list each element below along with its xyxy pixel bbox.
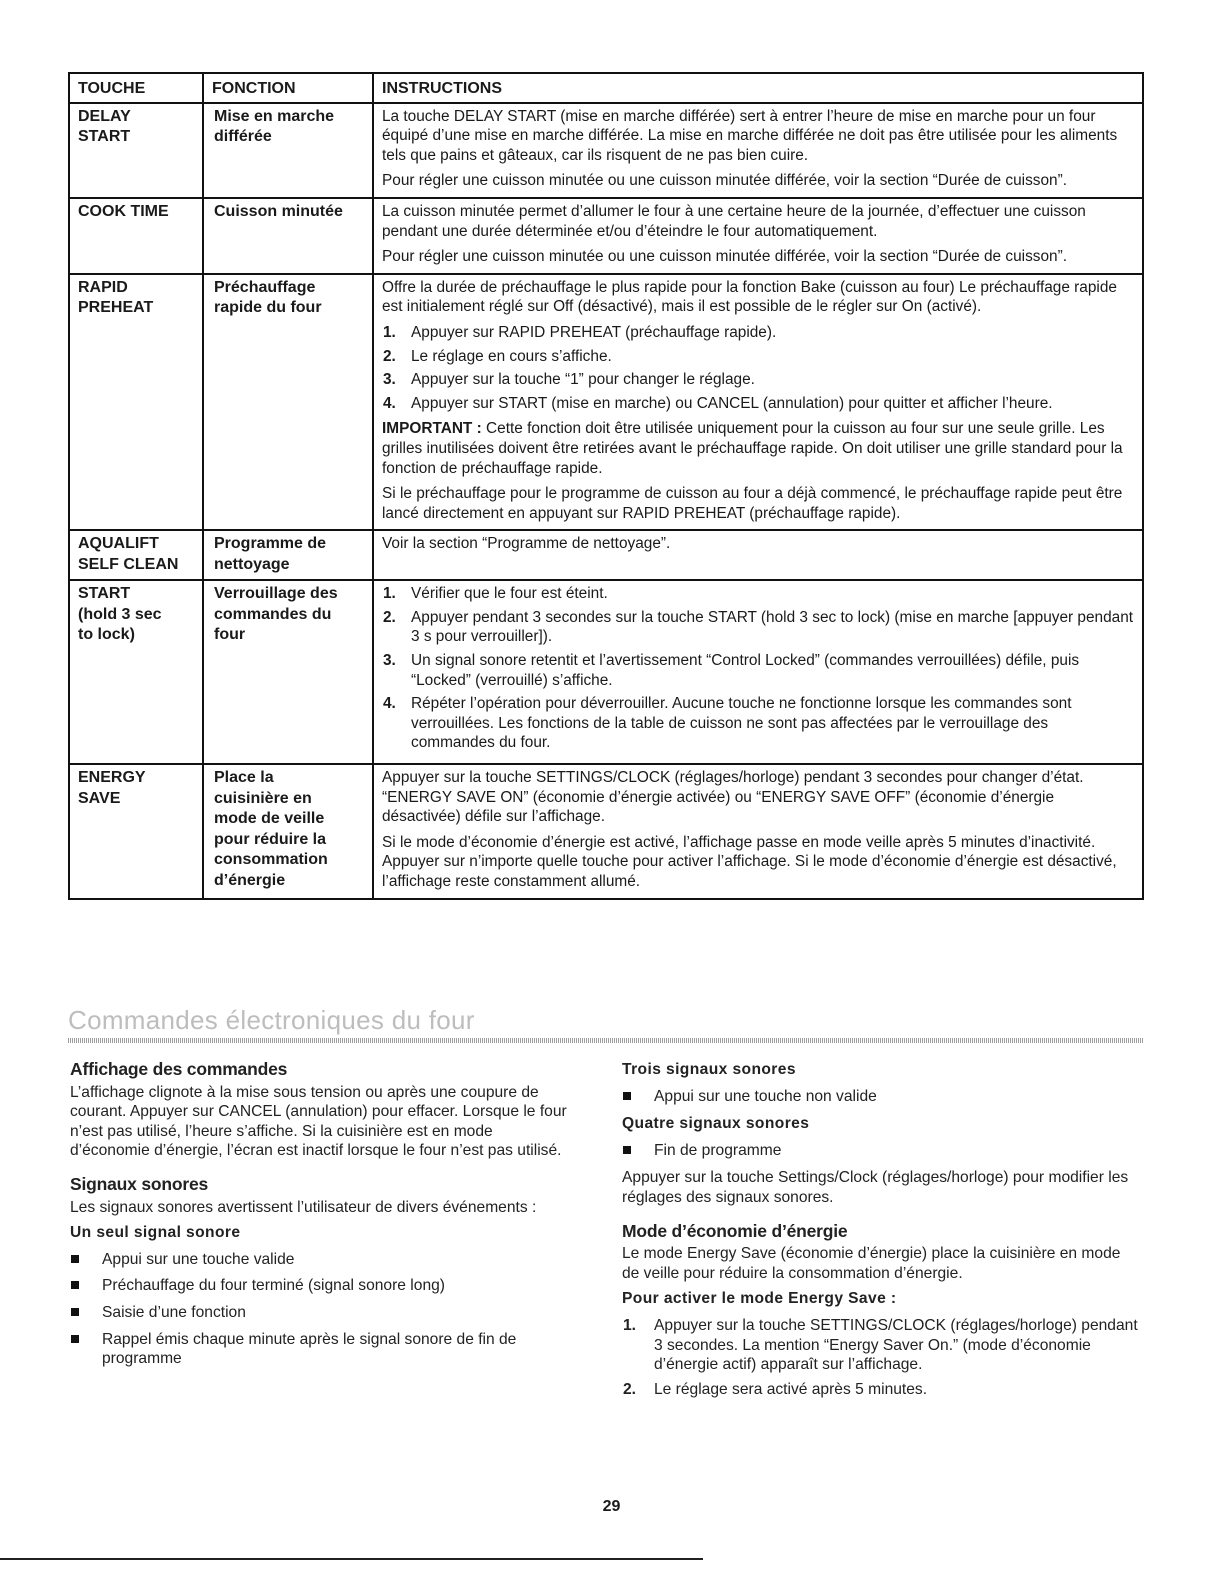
function-line: Place la [214, 769, 274, 787]
step-text: Le réglage en cours s’affiche. [411, 347, 612, 365]
one-signal-heading: Un seul signal sonore [70, 1224, 241, 1242]
instruction-paragraph: La cuisson minutée permet d’allumer le four à une certaine heure de la journée, d’effectuer une cuisson pendant une durée déterminée et/ou d’éteindre le four automatiquement. [382, 202, 1086, 240]
table-row [69, 580, 1143, 764]
function-cell [203, 580, 373, 764]
four-signals-list [622, 1141, 1142, 1161]
function-line: Préchauffage [214, 278, 316, 296]
header-key: TOUCHE [69, 73, 203, 103]
function-line: consommation [214, 851, 328, 869]
step-number: 2. [623, 1380, 637, 1398]
step-item [382, 370, 1134, 390]
step-text: Appuyer pendant 3 secondes sur la touche START (hold 3 sec to lock) (mise en marche [appuyer pendant 3 s pour verrouiller]). [411, 608, 1134, 646]
header-function: FONCTION [203, 73, 373, 103]
key-cell [69, 274, 203, 531]
important-text: Cette fonction doit être utilisée uniquement pour la cuisson au four sur une seule grille. Les grilles inutilisées doivent être retirées avant le préchauffage rapide. On doit utiliser une grille standard pour la fonction de préchauffage rapide. [382, 420, 1123, 477]
instruction-paragraph: Appuyer sur la touche SETTINGS/CLOCK (réglages/horloge) pendant 3 secondes pour changer d’état. “ENERGY SAVE ON” (économie d’énergie activée) ou “ENERGY SAVE OFF” (économie d’énergie désactivée) défile sur l’affichage. [382, 769, 1084, 826]
section-divider [68, 1038, 1144, 1043]
step-number: 4. [383, 695, 396, 713]
square-bullet-icon [71, 1281, 79, 1289]
step-number: 1. [383, 585, 396, 603]
instructions-cell [373, 103, 1143, 198]
step-number: 2. [383, 347, 396, 365]
section-title: Commandes électroniques du four [68, 1005, 475, 1035]
step-item [382, 584, 1134, 604]
instructions-cell [373, 198, 1143, 274]
page-number: 29 [602, 1498, 621, 1515]
list-item [70, 1250, 570, 1270]
function-cell [203, 198, 373, 274]
instructions-cell [373, 274, 1143, 531]
step-text: Appuyer sur RAPID PREHEAT (préchauffage rapide). [411, 323, 777, 341]
instruction-paragraph: Pour régler une cuisson minutée ou une cuisson minutée différée, voir la section “Durée de cuisson”. [382, 172, 1067, 190]
function-line: nettoyage [214, 555, 290, 573]
table-row [69, 274, 1143, 531]
instruction-paragraph: Si le mode d’économie d’énergie est activé, l’affichage passe en mode veille après 5 minutes d’inactivité. Appuyer sur n’importe quelle touche pour activer l’affichage. Si le mode d’économie d’énergie est désactivé, l’affichage reste constamment allumé. [382, 833, 1117, 890]
table-row [69, 530, 1143, 580]
step-item [382, 694, 1134, 753]
control-keys-table [68, 72, 1144, 900]
square-bullet-icon [623, 1146, 631, 1154]
function-line: Programme de [214, 535, 327, 553]
step-number: 1. [383, 323, 396, 341]
function-line: Mise en marche [214, 107, 335, 125]
function-line: rapide du four [214, 299, 322, 317]
function-line: Cuisson minutée [214, 202, 343, 220]
step-number: 4. [383, 394, 396, 412]
step-number: 1. [623, 1316, 637, 1334]
table-header-row [69, 73, 1143, 103]
header-instructions: INSTRUCTIONS [373, 73, 1143, 103]
function-cell [203, 530, 373, 580]
key-line: (hold 3 sec [78, 605, 162, 623]
four-signals-heading: Quatre signaux sonores [622, 1115, 810, 1133]
activate-heading: Pour activer le mode Energy Save : [622, 1290, 897, 1308]
list-item-text: Rappel émis chaque minute après le signal sonore de fin de programme [102, 1330, 517, 1368]
step-item [382, 347, 1134, 367]
key-line: SELF CLEAN [78, 555, 179, 573]
key-line: START [78, 128, 131, 146]
step-text: Vérifier que le four est éteint. [411, 585, 608, 603]
step-number: 2. [383, 608, 396, 626]
function-line: cuisinière en [214, 789, 312, 807]
list-item-text: Fin de programme [654, 1141, 782, 1159]
right-column [622, 1060, 1142, 1404]
function-line: Verrouillage des [214, 585, 338, 603]
steps-list [382, 584, 1134, 753]
energy-text: Le mode Energy Save (économie d’énergie) place la cuisinière en mode de veille pour réduire la consommation d’énergie. [622, 1245, 1121, 1282]
important-note [382, 419, 1134, 478]
key-cell [69, 103, 203, 198]
list-item-text: Appui sur une touche non valide [654, 1087, 877, 1105]
list-item [70, 1330, 570, 1369]
signals-text: Les signaux sonores avertissent l’utilisateur de divers événements : [70, 1198, 537, 1216]
key-line: RAPID [78, 278, 128, 296]
instruction-paragraph: Si le préchauffage pour le programme de cuisson au four a déjà commencé, le préchauffage rapide peut être lancé directement en appuyant sur RAPID PREHEAT (préchauffage rapide). [382, 485, 1123, 522]
instructions-cell [373, 580, 1143, 764]
step-number: 3. [383, 652, 396, 670]
display-heading: Affichage des commandes [70, 1059, 288, 1079]
key-cell [69, 580, 203, 764]
instructions-cell [373, 530, 1143, 580]
function-line: mode de veille [214, 810, 325, 828]
key-line: DELAY [78, 107, 131, 125]
step-item [622, 1380, 1142, 1400]
function-line: d’énergie [214, 871, 286, 889]
step-item [622, 1316, 1142, 1375]
left-column [70, 1060, 570, 1377]
key-line: ENERGY [78, 769, 146, 787]
list-item [70, 1276, 570, 1296]
one-signal-list [70, 1250, 570, 1369]
table-row [69, 103, 1143, 198]
list-item-text: Appui sur une touche valide [102, 1250, 295, 1268]
key-cell [69, 530, 203, 580]
function-cell [203, 103, 373, 198]
key-cell [69, 198, 203, 274]
list-item-text: Préchauffage du four terminé (signal sonore long) [102, 1277, 445, 1295]
step-text: Répéter l’opération pour déverrouiller. Aucune touche ne fonctionne lorsque les commandes sont verrouillées. Les fonctions de la table de cuisson ne sont pas affectées par le verrouillage des commandes du four. [411, 695, 1072, 752]
settings-text: Appuyer sur la touche Settings/Clock (réglages/horloge) pour modifier les réglages des signaux sonores. [622, 1169, 1129, 1206]
step-item [382, 608, 1134, 647]
function-cell [203, 764, 373, 899]
footer-rule [0, 1558, 703, 1560]
signals-heading: Signaux sonores [70, 1173, 209, 1194]
step-item [382, 651, 1134, 690]
function-line: four [214, 626, 246, 644]
important-label: IMPORTANT : [382, 420, 482, 438]
instruction-paragraph: Offre la durée de préchauffage le plus rapide pour la fonction Bake (cuisson au four) Le préchauffage rapide est initialement réglé sur Off (désactivé), mais il est possible de le régler sur On (activé). [382, 278, 1117, 316]
step-number: 3. [383, 371, 396, 389]
key-line: START [78, 585, 131, 603]
display-text: L’affichage clignote à la mise sous tension ou après une coupure de courant. Appuyer sur CANCEL (annulation) pour effacer. Lorsque le four n’est pas utilisé, l’heure s’affiche. Si la cuisinière est en mode d’économie d’énergie, l’écran est inactif lorsque le four n’est pas utilisé. [70, 1083, 567, 1160]
list-item [622, 1141, 1142, 1161]
key-cell [69, 764, 203, 899]
step-text: Le réglage sera activé après 5 minutes. [654, 1380, 928, 1398]
list-item [70, 1303, 570, 1323]
key-line: AQUALIFT [78, 535, 159, 553]
instruction-paragraph: Pour régler une cuisson minutée ou une cuisson minutée différée, voir la section “Durée de cuisson”. [382, 248, 1067, 266]
energy-heading: Mode d’économie d’énergie [622, 1220, 848, 1241]
activate-steps [622, 1316, 1142, 1399]
key-line: PREHEAT [78, 299, 154, 317]
step-text: Appuyer sur la touche SETTINGS/CLOCK (réglages/horloge) pendant 3 secondes. La mention “Energy Saver On.” (mode d’économie d’énergie actif) apparaît sur l’affichage. [654, 1316, 1138, 1374]
instructions-cell [373, 764, 1143, 899]
key-line: to lock) [78, 626, 135, 644]
key-line: COOK TIME [78, 202, 169, 220]
step-item [382, 323, 1134, 343]
function-line: pour réduire la [214, 830, 327, 848]
square-bullet-icon [623, 1092, 631, 1100]
instruction-paragraph: La touche DELAY START (mise en marche différée) sert à entrer l’heure de mise en marche pour un four équipé d’une mise en marche différée. La mise en marche différée ne doit pas être utilisée pour les aliments tels que pains et gâteaux, car ils risquent de ne pas bien cuire. [382, 107, 1118, 164]
function-cell [203, 274, 373, 531]
square-bullet-icon [71, 1308, 79, 1316]
instruction-paragraph: Voir la section “Programme de nettoyage”. [382, 535, 671, 553]
list-item-text: Saisie d’une fonction [102, 1303, 246, 1321]
three-signals-list [622, 1087, 1142, 1107]
function-line: commandes du [214, 605, 332, 623]
three-signals-heading: Trois signaux sonores [622, 1061, 796, 1078]
step-text: Un signal sonore retentit et l’avertissement “Control Locked” (commandes verrouillées) défile, puis “Locked” (verrouillé) s’affiche. [411, 652, 1080, 689]
step-text: Appuyer sur la touche “1” pour changer le réglage. [411, 371, 755, 389]
key-line: SAVE [78, 789, 121, 807]
step-text: Appuyer sur START (mise en marche) ou CANCEL (annulation) pour quitter et afficher l’heure. [411, 394, 1053, 412]
steps-list [382, 323, 1134, 413]
function-line: différée [214, 128, 272, 146]
table-row [69, 198, 1143, 274]
table-row [69, 764, 1143, 899]
list-item [622, 1087, 1142, 1107]
step-item [382, 394, 1134, 414]
square-bullet-icon [71, 1335, 79, 1343]
square-bullet-icon [71, 1255, 79, 1263]
